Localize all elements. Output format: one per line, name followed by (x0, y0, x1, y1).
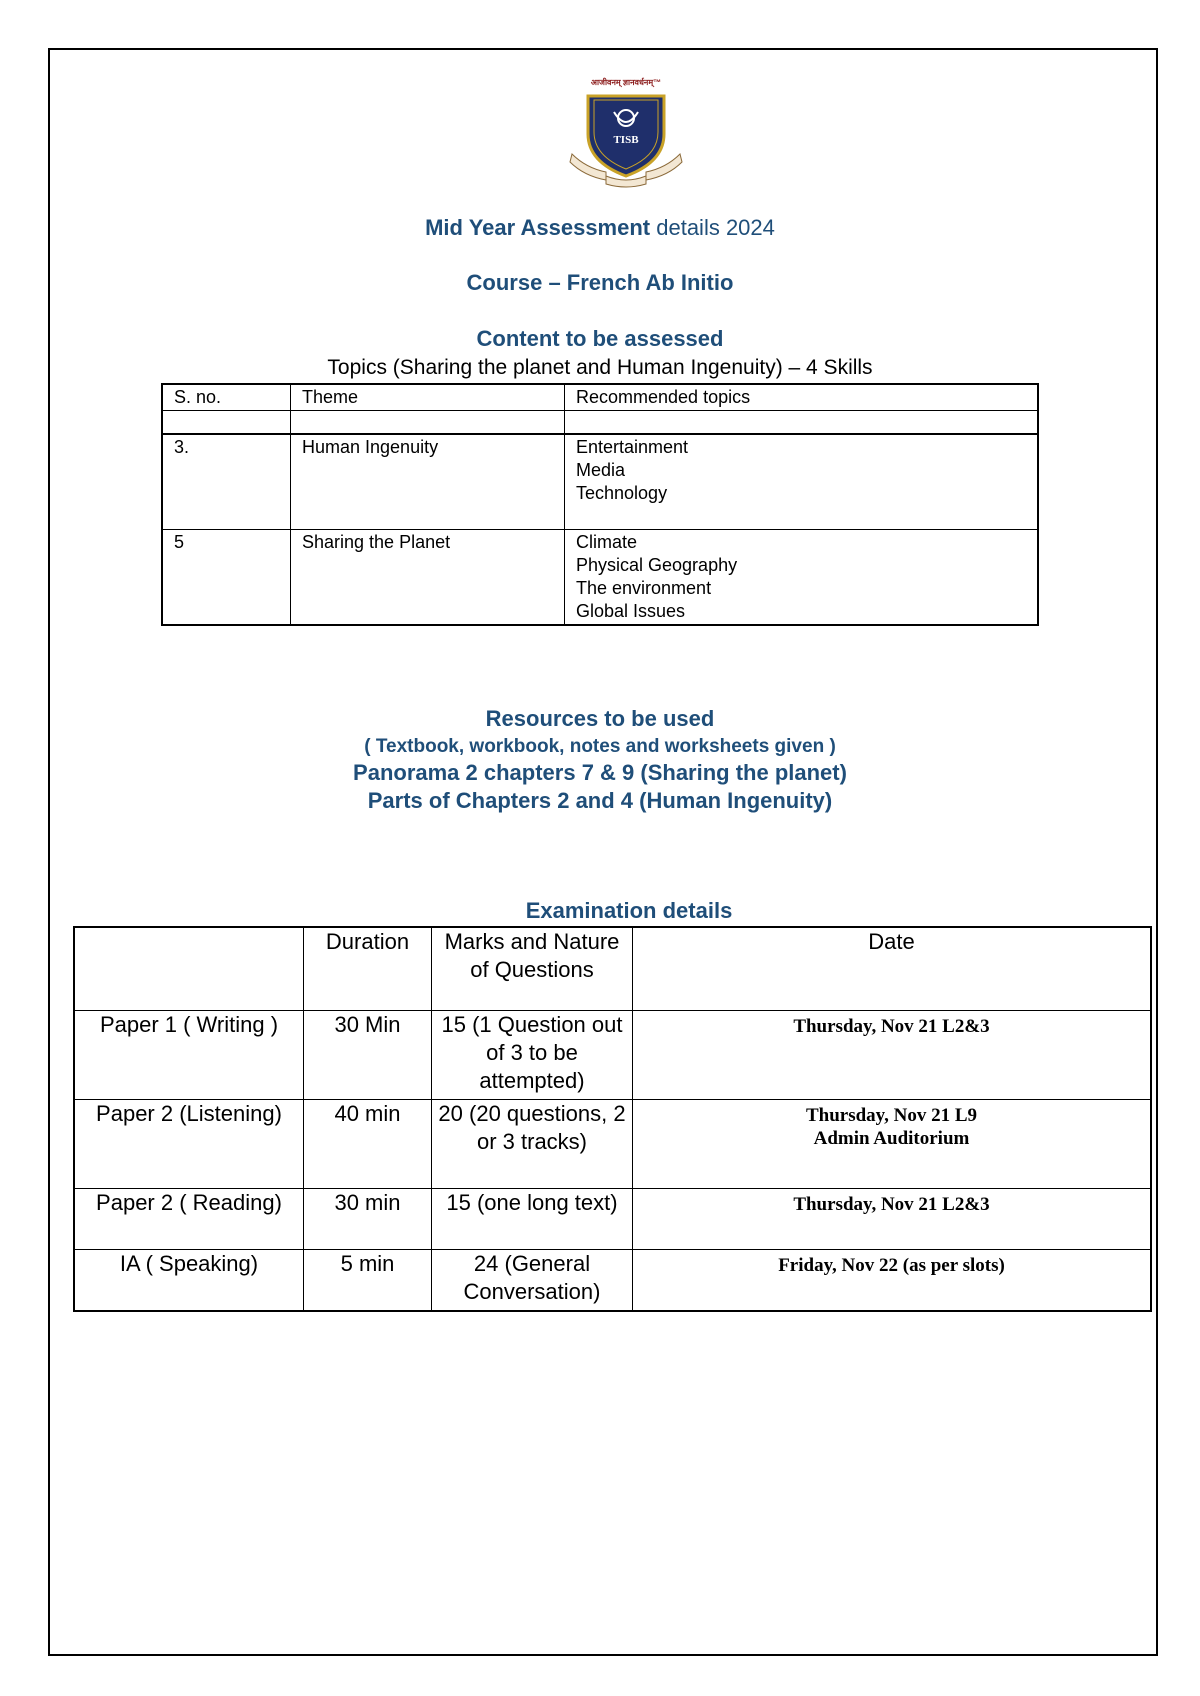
header-cell: Marks and Nature of Questions (432, 927, 633, 1011)
date-cell (633, 1100, 1152, 1189)
table-row-empty (162, 411, 1038, 435)
marks-cell: 15 (one long text) (432, 1189, 633, 1250)
topic-item: Media (576, 460, 626, 480)
header-cell: Recommended topics (565, 384, 1039, 411)
course-title: Course – French Ab Initio (466, 270, 734, 295)
topic-item: Entertainment (576, 437, 689, 457)
marks-cell: 24 (General Conversation) (432, 1250, 633, 1312)
exam-row (74, 1250, 1151, 1312)
date-cell (633, 1250, 1152, 1312)
marks-cell: 15 (1 Question out of 3 to be attempted) (432, 1011, 633, 1100)
exam-row (74, 1011, 1151, 1100)
marks-cell: 20 (20 questions, 2 or 3 tracks) (432, 1100, 633, 1189)
resources-subtitle: ( Textbook, workbook, notes and worksheets given ) (364, 736, 836, 757)
header-cell: Duration (304, 927, 432, 1011)
sno-cell: 5 (162, 530, 291, 626)
resources-line-2: Parts of Chapters 2 and 4 (Human Ingenuity) (367, 788, 833, 813)
duration-cell: 30 Min (304, 1011, 432, 1100)
school-crest-logo (566, 76, 686, 190)
page-title (0, 215, 1200, 241)
date-cell (633, 1189, 1152, 1250)
duration-cell: 30 min (304, 1189, 432, 1250)
header-cell: S. no. (162, 384, 291, 411)
exam-table (73, 926, 1152, 1312)
exam-row (74, 1100, 1151, 1189)
title-bold: Mid Year Assessment (425, 215, 651, 240)
crest-letters: TISB (613, 134, 639, 146)
date-line: Thursday, Nov 21 L2&3 (793, 1194, 990, 1215)
topics-table (161, 383, 1039, 626)
paper-cell: Paper 2 (Listening) (74, 1100, 304, 1189)
paper-cell: Paper 1 ( Writing ) (74, 1011, 304, 1100)
topics-line: Topics (Sharing the planet and Human Ingenuity) – 4 Skills (327, 356, 873, 379)
date-line: Admin Auditorium (813, 1128, 970, 1149)
theme-cell: Human Ingenuity (291, 434, 565, 530)
duration-cell: 40 min (304, 1100, 432, 1189)
date-cell (633, 1011, 1152, 1100)
topic-item: The environment (576, 578, 712, 598)
exam-row (74, 1189, 1151, 1250)
exam-heading: Examination details (525, 898, 733, 923)
topic-item: Global Issues (576, 601, 686, 621)
duration-cell: 5 min (304, 1250, 432, 1312)
crest-motto: आजीवनम् ज्ञानवर्धनम्™ (590, 78, 662, 87)
theme-cell: Sharing the Planet (291, 530, 565, 626)
header-cell (74, 927, 304, 1011)
resources-line-1: Panorama 2 chapters 7 & 9 (Sharing the planet) (353, 760, 847, 785)
topic-item: Physical Geography (576, 555, 738, 575)
exam-header-row (74, 927, 1151, 1011)
content-heading: Content to be assessed (476, 326, 724, 351)
sno-cell: 3. (162, 434, 291, 530)
date-line: Friday, Nov 22 (as per slots) (778, 1255, 1005, 1276)
topics-cell (565, 434, 1039, 530)
header-cell: Theme (291, 384, 565, 411)
table-row (162, 530, 1038, 626)
header-cell: Date (633, 927, 1152, 1011)
topic-item: Technology (576, 483, 668, 503)
paper-cell: IA ( Speaking) (74, 1250, 304, 1312)
table-row (162, 434, 1038, 530)
paper-cell: Paper 2 ( Reading) (74, 1189, 304, 1250)
date-line: Thursday, Nov 21 L9 (805, 1105, 978, 1126)
date-line: Thursday, Nov 21 L2&3 (793, 1016, 990, 1037)
topics-cell (565, 530, 1039, 626)
title-rest: details 2024 (650, 215, 775, 240)
table-header-row (162, 384, 1038, 411)
resources-heading: Resources to be used (485, 706, 715, 731)
topic-item: Climate (576, 532, 638, 552)
